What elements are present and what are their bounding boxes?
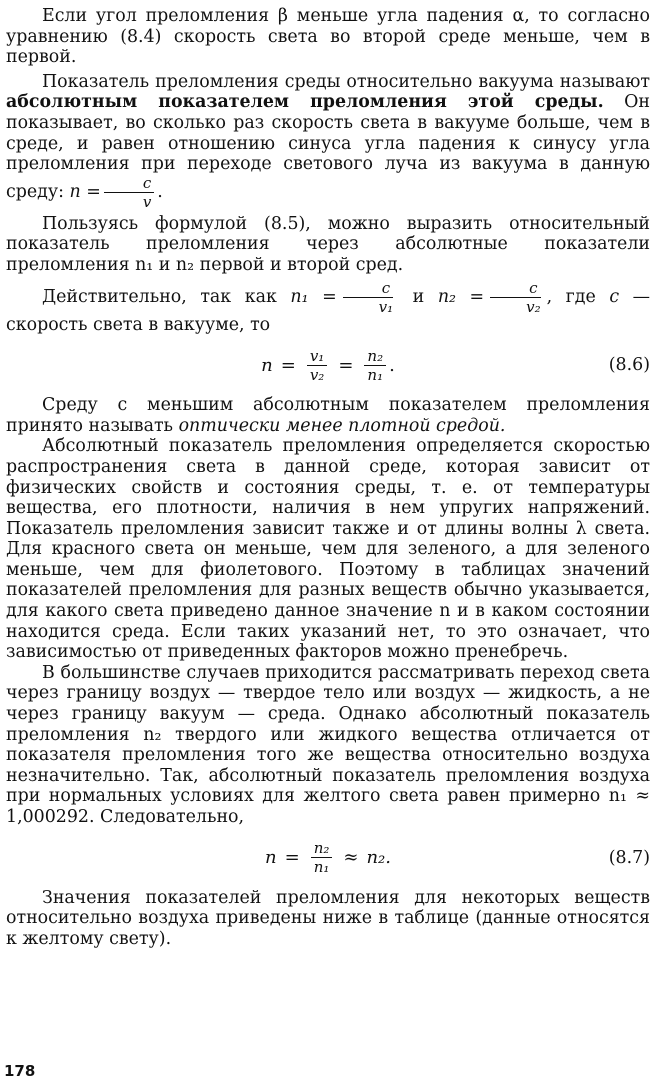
eq-end: . [389, 354, 395, 376]
p2-end: . [157, 181, 163, 202]
eq-equals: = [284, 847, 300, 869]
p4-and: и [399, 286, 438, 307]
formula-n1-lhs: n₁ = [290, 286, 337, 307]
formula-n2-lhs: n₂ = [437, 286, 485, 307]
fraction-v1-v2 [307, 348, 328, 383]
equation-8-7-expression [6, 830, 650, 886]
paragraph-table-intro: Значения показателей преломления для некоторых веществ относительно воздуха приведены ниже в таблице (данные относятся к желтому свету). [6, 887, 650, 949]
term-absolute-index: абсолютным показателем преломления этой среды. [6, 92, 604, 113]
page-body [6, 6, 650, 949]
eq-equals: = [338, 354, 354, 376]
fraction-denominator: n₁ [313, 858, 330, 877]
term-optically-less-dense: оптически менее плотной средой. [178, 415, 506, 436]
paragraph-absolute-index-definition [6, 72, 650, 210]
p5-text: Среду с меньшим абсолютным показателем преломления принято называть [6, 395, 650, 436]
equation-8-6-expression [6, 337, 650, 393]
p2-text-before: Показатель преломления среды относительно вакуума называют [42, 71, 650, 92]
inline-formula-lhs: n = [69, 181, 101, 202]
fraction-denominator: v₂ [309, 365, 325, 384]
eq-lhs: n [265, 847, 277, 869]
paragraph-air-boundary: В большинстве случаев приходится рассматривать переход света через границу воздух — твердое тело или воздух — жидкость, а не через границу вакуум — среда. Однако абсолютный показатель преломления n₂ твердого или жидкого вещества отличается от показателя преломления того же вещества относительно воздуха незначительно. Так, абсолютный показатель преломления воздуха при нормальных условиях для желтого света равен примерно n₁ ≈ 1,000292. Следовательно, [6, 662, 650, 827]
fraction-numerator: c [343, 280, 393, 298]
paragraph-relative-index: Пользуясь формулой (8.5), можно выразить относительный показатель преломления через абсолютные показатели преломления n₁ и n₂ первой и второй сред. [6, 213, 650, 275]
eq-lhs: n [261, 354, 273, 376]
equation-8-7 [6, 830, 650, 886]
equation-8-6 [6, 337, 650, 393]
fraction-numerator: c [104, 175, 154, 193]
fraction-denominator: v₁ [378, 297, 394, 316]
paragraph-refraction-speed: Если угол преломления β меньше угла падения α, то согласно уравнению (8.4) скорость света во второй среде меньше, чем в первой. [6, 6, 650, 68]
paragraph-index-dependence: Абсолютный показатель преломления определяется скоростью распространения света в данной среде, которая зависит от физических свойств и состояния среды, т. е. от температуры вещества, его плотности, наличия в нем упругих напряжений. Показатель преломления зависит также и от длины волны λ света. Для красного света он меньше, чем для зеленого, а для зеленого меньше, чем для фиолетового. Поэтому в таблицах значений показателей преломления для разных веществ обычно указывается, для какого света приведено данное значение n и в каком состоянии находится среда. Если таких указаний нет, то это означает, что зависимостью от приведенных факторов можно пренебречь. [6, 436, 650, 663]
fraction-denominator: v [142, 192, 152, 211]
p4-text-after-a: , где [546, 286, 610, 307]
fraction-c-v1 [340, 280, 397, 315]
fraction-denominator: n₁ [367, 365, 384, 384]
eq-equals: = [280, 354, 296, 376]
fraction-n2-n1 [364, 348, 386, 383]
equation-number: (8.6) [608, 355, 650, 376]
fraction-c-v2 [487, 280, 544, 315]
fraction-numerator: n₂ [364, 348, 386, 366]
eq-rhs: n₂. [366, 847, 391, 869]
page-number: 178 [4, 1062, 36, 1080]
fraction-numerator: n₂ [311, 840, 333, 858]
equation-number: (8.7) [608, 847, 650, 868]
fraction-numerator: v₁ [307, 348, 328, 366]
fraction-denominator: v₂ [526, 297, 541, 316]
eq-approx: ≈ [343, 847, 359, 869]
p2-text-after: Он показывает, во сколько раз скорость света в вакууме больше, чем в среде, и равен отношению синуса угла падения к синусу угла преломления при переходе светового луча из вакуума в данную среду: [6, 92, 650, 202]
p4-text-before: Действительно, так как [42, 286, 291, 307]
paragraph-optically-less-dense [6, 395, 650, 436]
variable-c: c [609, 286, 620, 307]
fraction-numerator: c [490, 280, 540, 298]
paragraph-indeed [6, 280, 650, 336]
inline-fraction-c-v [104, 175, 154, 210]
fraction-n2-n1 [311, 840, 333, 875]
p4-text-after-b: — скорость света в вакууме, то [6, 286, 650, 335]
